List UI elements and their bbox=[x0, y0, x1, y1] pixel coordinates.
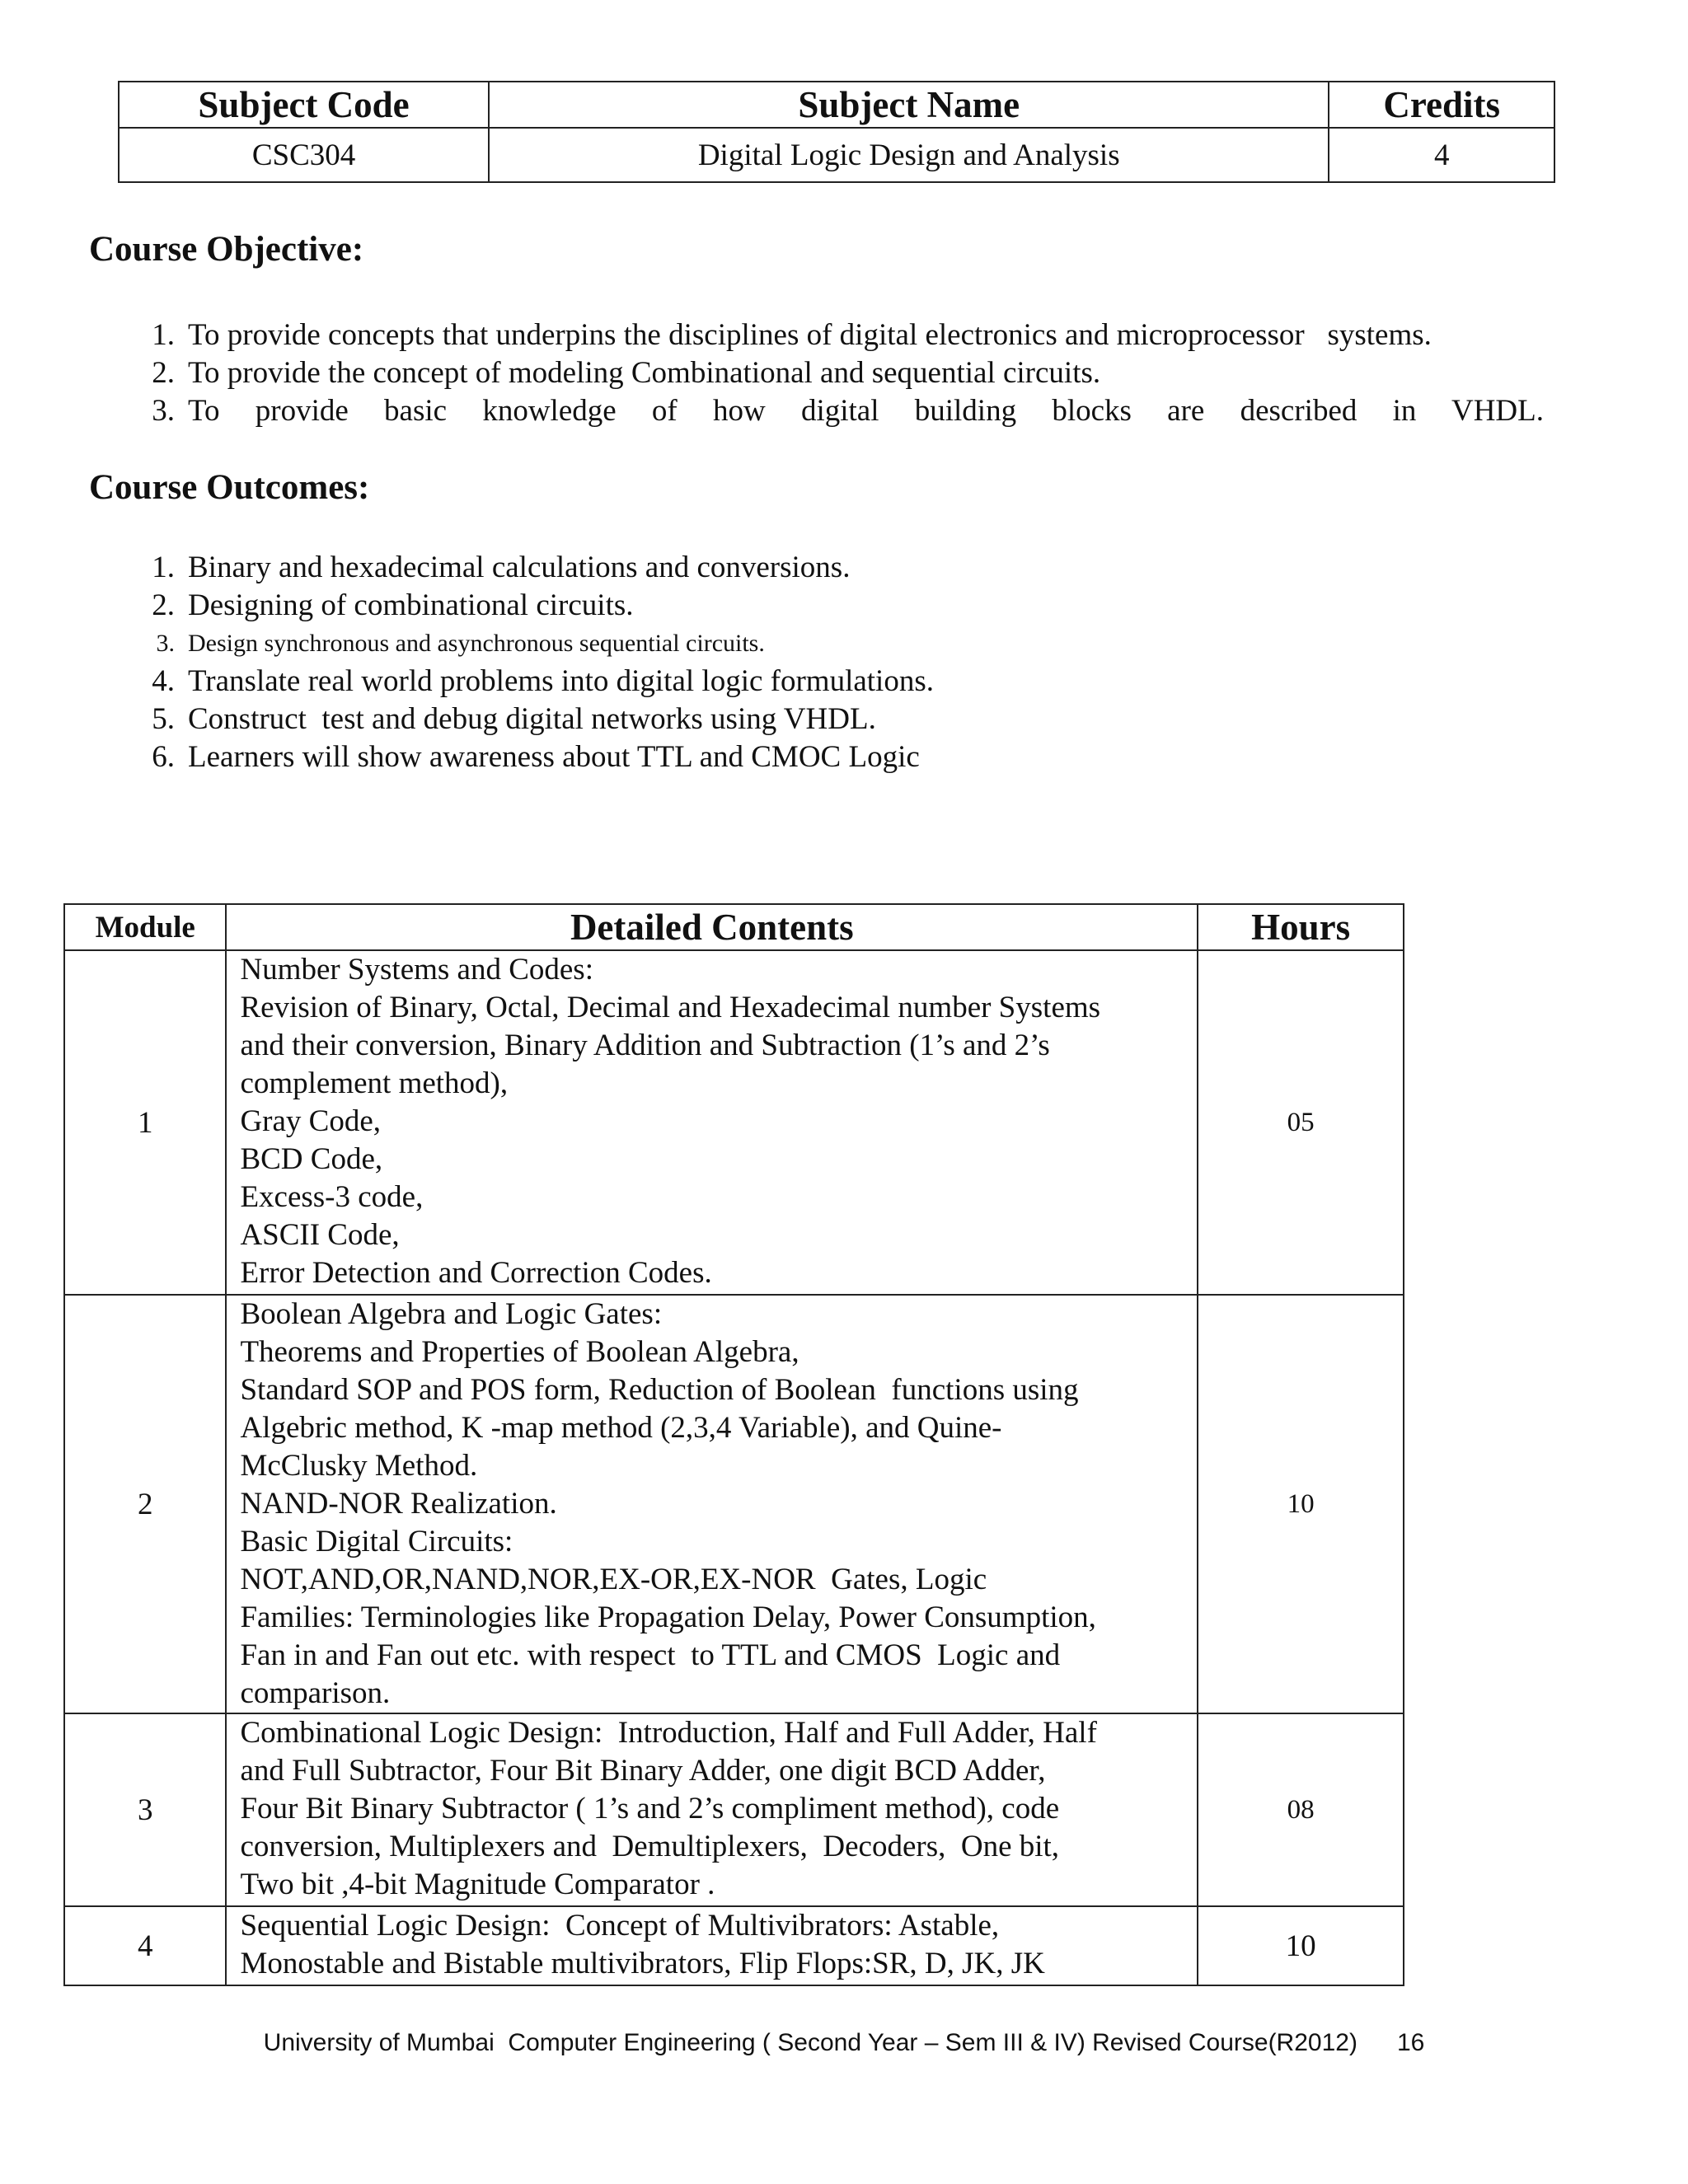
content-line: BCD Code, bbox=[240, 1142, 383, 1176]
module-number-cell: 1 bbox=[64, 950, 226, 1295]
subject-table bbox=[118, 81, 1555, 183]
course-outcomes-list bbox=[89, 549, 1597, 776]
content-line: Monostable and Bistable multivibrators, Flip Flops:SR, D, JK, JK bbox=[240, 1947, 1045, 1980]
credits-header: Credits bbox=[1329, 82, 1554, 128]
page-number: 16 bbox=[1396, 2029, 1425, 2056]
module-header: Module bbox=[64, 904, 226, 950]
content-line: Number Systems and Codes: bbox=[240, 953, 593, 987]
list-item bbox=[89, 354, 1597, 392]
list-text: Construct test and debug digital networks using VHDL. bbox=[188, 702, 876, 736]
list-number: 4. bbox=[152, 664, 175, 698]
content-line: Boolean Algebra and Logic Gates: bbox=[240, 1297, 663, 1331]
hours-cell: 08 bbox=[1198, 1713, 1404, 1906]
content-line: Sequential Logic Design: Concept of Multivibrators: Astable, bbox=[240, 1909, 1000, 1943]
list-item bbox=[89, 738, 1597, 776]
list-item bbox=[89, 316, 1597, 354]
footer-text: University of Mumbai Computer Engineering ( Second Year – Sem III & IV) Revised Course(R2012) bbox=[263, 2029, 1357, 2056]
content-line: NOT,AND,OR,NAND,NOR,EX-OR,EX-NOR Gates, Logic bbox=[240, 1563, 987, 1596]
hours-cell: 05 bbox=[1198, 950, 1404, 1295]
content-line: NAND-NOR Realization. bbox=[240, 1487, 557, 1521]
subject-name-header: Subject Name bbox=[489, 82, 1329, 128]
list-text: Translate real world problems into digital logic formulations. bbox=[188, 664, 934, 698]
content-line: ASCII Code, bbox=[240, 1218, 400, 1252]
content-line: Combinational Logic Design: Introduction, Half and Full Adder, Half bbox=[240, 1716, 1097, 1750]
list-text: Learners will show awareness about TTL and CMOC Logic bbox=[188, 740, 920, 774]
subject-code-cell: CSC304 bbox=[119, 128, 489, 182]
subject-table-header bbox=[119, 82, 1554, 128]
list-item bbox=[89, 625, 1597, 663]
course-objective-heading: Course Objective: bbox=[89, 230, 364, 269]
hours-cell: 10 bbox=[1198, 1295, 1404, 1713]
list-text: To provide concepts that underpins the disciplines of digital electronics and microprocessor systems. bbox=[188, 318, 1432, 352]
content-line: Excess-3 code, bbox=[240, 1180, 424, 1214]
content-line: Revision of Binary, Octal, Decimal and Hexadecimal number Systems bbox=[240, 991, 1101, 1024]
list-item bbox=[89, 587, 1597, 625]
list-text: Binary and hexadecimal calculations and conversions. bbox=[188, 551, 851, 584]
list-number: 1. bbox=[152, 551, 175, 584]
list-item bbox=[89, 663, 1597, 701]
list-number: 3. bbox=[152, 394, 175, 428]
module-table bbox=[63, 903, 1404, 1986]
content-line: and Full Subtractor, Four Bit Binary Adder, one digit BCD Adder, bbox=[240, 1754, 1046, 1788]
list-number: 5. bbox=[152, 702, 175, 736]
detailed-contents-header: Detailed Contents bbox=[226, 904, 1198, 950]
table-row bbox=[64, 1295, 1404, 1713]
table-row bbox=[64, 1713, 1404, 1906]
list-item bbox=[89, 392, 1597, 430]
content-line: comparison. bbox=[240, 1676, 391, 1710]
content-line: McClusky Method. bbox=[240, 1449, 478, 1483]
module-contents-cell bbox=[226, 950, 1198, 1295]
course-outcomes-heading: Course Outcomes: bbox=[89, 468, 370, 507]
list-number: 1. bbox=[152, 318, 175, 352]
content-line: conversion, Multiplexers and Demultiplexers, Decoders, One bit, bbox=[240, 1830, 1060, 1863]
list-number: 3. bbox=[156, 630, 175, 657]
content-line: Four Bit Binary Subtractor ( 1’s and 2’s compliment method), code bbox=[240, 1792, 1060, 1825]
content-line: Error Detection and Correction Codes. bbox=[240, 1256, 712, 1290]
content-line: Basic Digital Circuits: bbox=[240, 1525, 513, 1558]
list-text: To provide the concept of modeling Combinational and sequential circuits. bbox=[188, 356, 1101, 390]
table-row bbox=[64, 950, 1404, 1295]
content-line: Two bit ,4-bit Magnitude Comparator . bbox=[240, 1868, 715, 1901]
subject-table-row bbox=[119, 128, 1554, 182]
credits-cell: 4 bbox=[1329, 128, 1554, 182]
content-line: Gray Code, bbox=[240, 1104, 382, 1138]
list-item bbox=[89, 701, 1597, 738]
content-line: Theorems and Properties of Boolean Algebra, bbox=[240, 1335, 799, 1369]
content-line: Standard SOP and POS form, Reduction of Boolean functions using bbox=[240, 1373, 1079, 1407]
module-number-cell: 4 bbox=[64, 1906, 226, 1985]
list-text: To provide basic knowledge of how digital building blocks are described in VHDL. bbox=[188, 394, 1544, 428]
module-contents-cell bbox=[226, 1295, 1198, 1713]
module-number-cell: 3 bbox=[64, 1713, 226, 1906]
module-contents-cell bbox=[226, 1906, 1198, 1985]
list-text: Design synchronous and asynchronous sequential circuits. bbox=[188, 630, 765, 657]
content-line: Fan in and Fan out etc. with respect to TTL and CMOS Logic and bbox=[240, 1638, 1061, 1672]
table-row bbox=[64, 1906, 1404, 1985]
subject-code-header: Subject Code bbox=[119, 82, 489, 128]
content-line: complement method), bbox=[240, 1066, 509, 1100]
module-table-header bbox=[64, 904, 1404, 950]
content-line: Families: Terminologies like Propagation Delay, Power Consumption, bbox=[240, 1601, 1096, 1634]
content-line: Algebric method, K -map method (2,3,4 Variable), and Quine- bbox=[240, 1411, 1002, 1445]
list-number: 2. bbox=[152, 588, 175, 622]
module-number-cell: 2 bbox=[64, 1295, 226, 1713]
hours-cell: 10 bbox=[1198, 1906, 1404, 1985]
course-objective-list bbox=[89, 316, 1597, 430]
module-contents-cell bbox=[226, 1713, 1198, 1906]
list-number: 2. bbox=[152, 356, 175, 390]
hours-header: Hours bbox=[1198, 904, 1404, 950]
list-item bbox=[89, 549, 1597, 587]
subject-name-cell: Digital Logic Design and Analysis bbox=[489, 128, 1329, 182]
content-line: and their conversion, Binary Addition and Subtraction (1’s and 2’s bbox=[240, 1029, 1050, 1062]
list-text: Designing of combinational circuits. bbox=[188, 588, 634, 622]
list-number: 6. bbox=[152, 740, 175, 774]
page-footer bbox=[0, 2029, 1688, 2057]
